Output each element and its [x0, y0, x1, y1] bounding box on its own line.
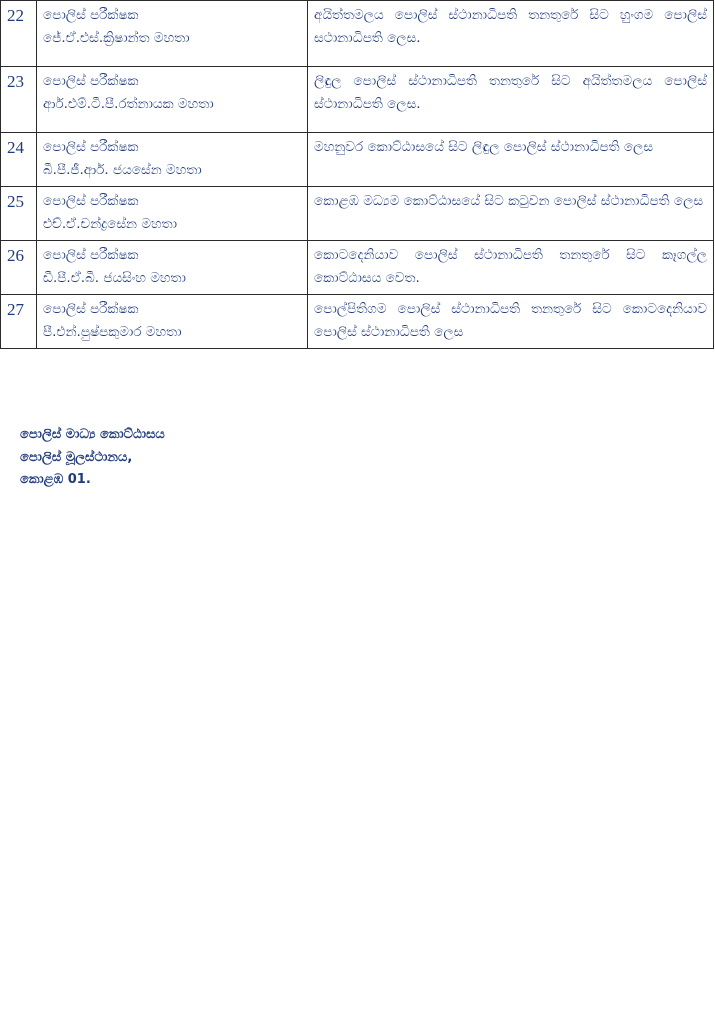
officer-rank: පොලිස් පරීක්ෂක: [43, 73, 139, 89]
officer-name: ජේ.ඒ.එස්.ක්‍රිෂාන්ත මහතා: [43, 30, 190, 46]
officer-cell: [37, 187, 308, 241]
officer-name: බී.පී.ජී.ආර්. ජයසේන මහතා: [43, 162, 202, 178]
table-row: [1, 1, 714, 67]
officer-name: පී.එන්.පුෂ්පකුමාර මහතා: [43, 324, 182, 340]
table-row: [1, 295, 714, 349]
signature-block: [20, 424, 165, 492]
row-number: 27: [1, 295, 37, 349]
table-row: [1, 187, 714, 241]
officer-rank: පොලිස් පරීක්ෂක: [43, 301, 139, 317]
officer-cell: [37, 295, 308, 349]
officer-rank: පොලිස් පරීක්ෂක: [43, 7, 139, 23]
transfer-description: ලිඳුල පොලිස් ස්ථානාධිපති තනතුරේ සිට අයිත්තමලය පොලිස් ස්ථානාධිපති ලෙස.: [308, 67, 714, 133]
row-number: 25: [1, 187, 37, 241]
transfer-description: කොටදෙනියාව පොලිස් ස්ථානාධිපති තනතුරේ සිට කෑගල්ල කොට්ඨාසය වෙත.: [308, 241, 714, 295]
officer-cell: [37, 133, 308, 187]
officer-name: ආර්.එම්.ටී.පී.රත්නායක මහතා: [43, 96, 214, 112]
signature-department: පොලිස් මාධ්‍ය කොට්ඨාසය: [20, 427, 165, 442]
transfer-description: අයිත්තමලය පොලිස් ස්ථානාධිපති තනතුරේ සිට හුංගම පොලිස් සථානාධිපති ලෙස.: [308, 1, 714, 67]
officer-rank: පොලිස් පරීක්ෂක: [43, 139, 139, 155]
row-number: 24: [1, 133, 37, 187]
officer-cell: [37, 1, 308, 67]
officer-rank: පොලිස් පරීක්ෂක: [43, 193, 139, 209]
officer-cell: [37, 67, 308, 133]
row-number: 22: [1, 1, 37, 67]
table-row: [1, 241, 714, 295]
officer-cell: [37, 241, 308, 295]
signature-headquarters: පොලිස් මූලස්ථානය,: [20, 449, 133, 465]
transfer-description: මහනුවර කොට්ඨාසයේ සිට ලිඳුල පොලිස් ස්ථානාධිපති ලෙස: [308, 133, 714, 187]
row-number: 26: [1, 241, 37, 295]
row-number: 23: [1, 67, 37, 133]
table-row: [1, 133, 714, 187]
officer-name: ඩී.පී.ඒ.බී. ජයසිංහ මහතා: [43, 270, 186, 286]
officer-rank: පොලිස් පරීක්ෂක: [43, 247, 139, 263]
transfer-description: කොළඹ මධ්‍යම කොට්ඨාසයේ සිට කටුවන පොලිස් ස්ථානාධිපති ලෙස: [308, 187, 714, 241]
transfer-table: [0, 0, 714, 349]
transfer-description: පොල්පිතිගම පොලිස් ස්ථානාධිපති තනතුරේ සිට කොටදෙනියාව පොලිස් ස්ථානාධිපති ලෙස: [308, 295, 714, 349]
signature-city: කොළඹ 01.: [20, 472, 91, 487]
officer-name: එච්.ඒ.චන්ද්‍රසේන මහතා: [43, 216, 178, 232]
table-row: [1, 67, 714, 133]
